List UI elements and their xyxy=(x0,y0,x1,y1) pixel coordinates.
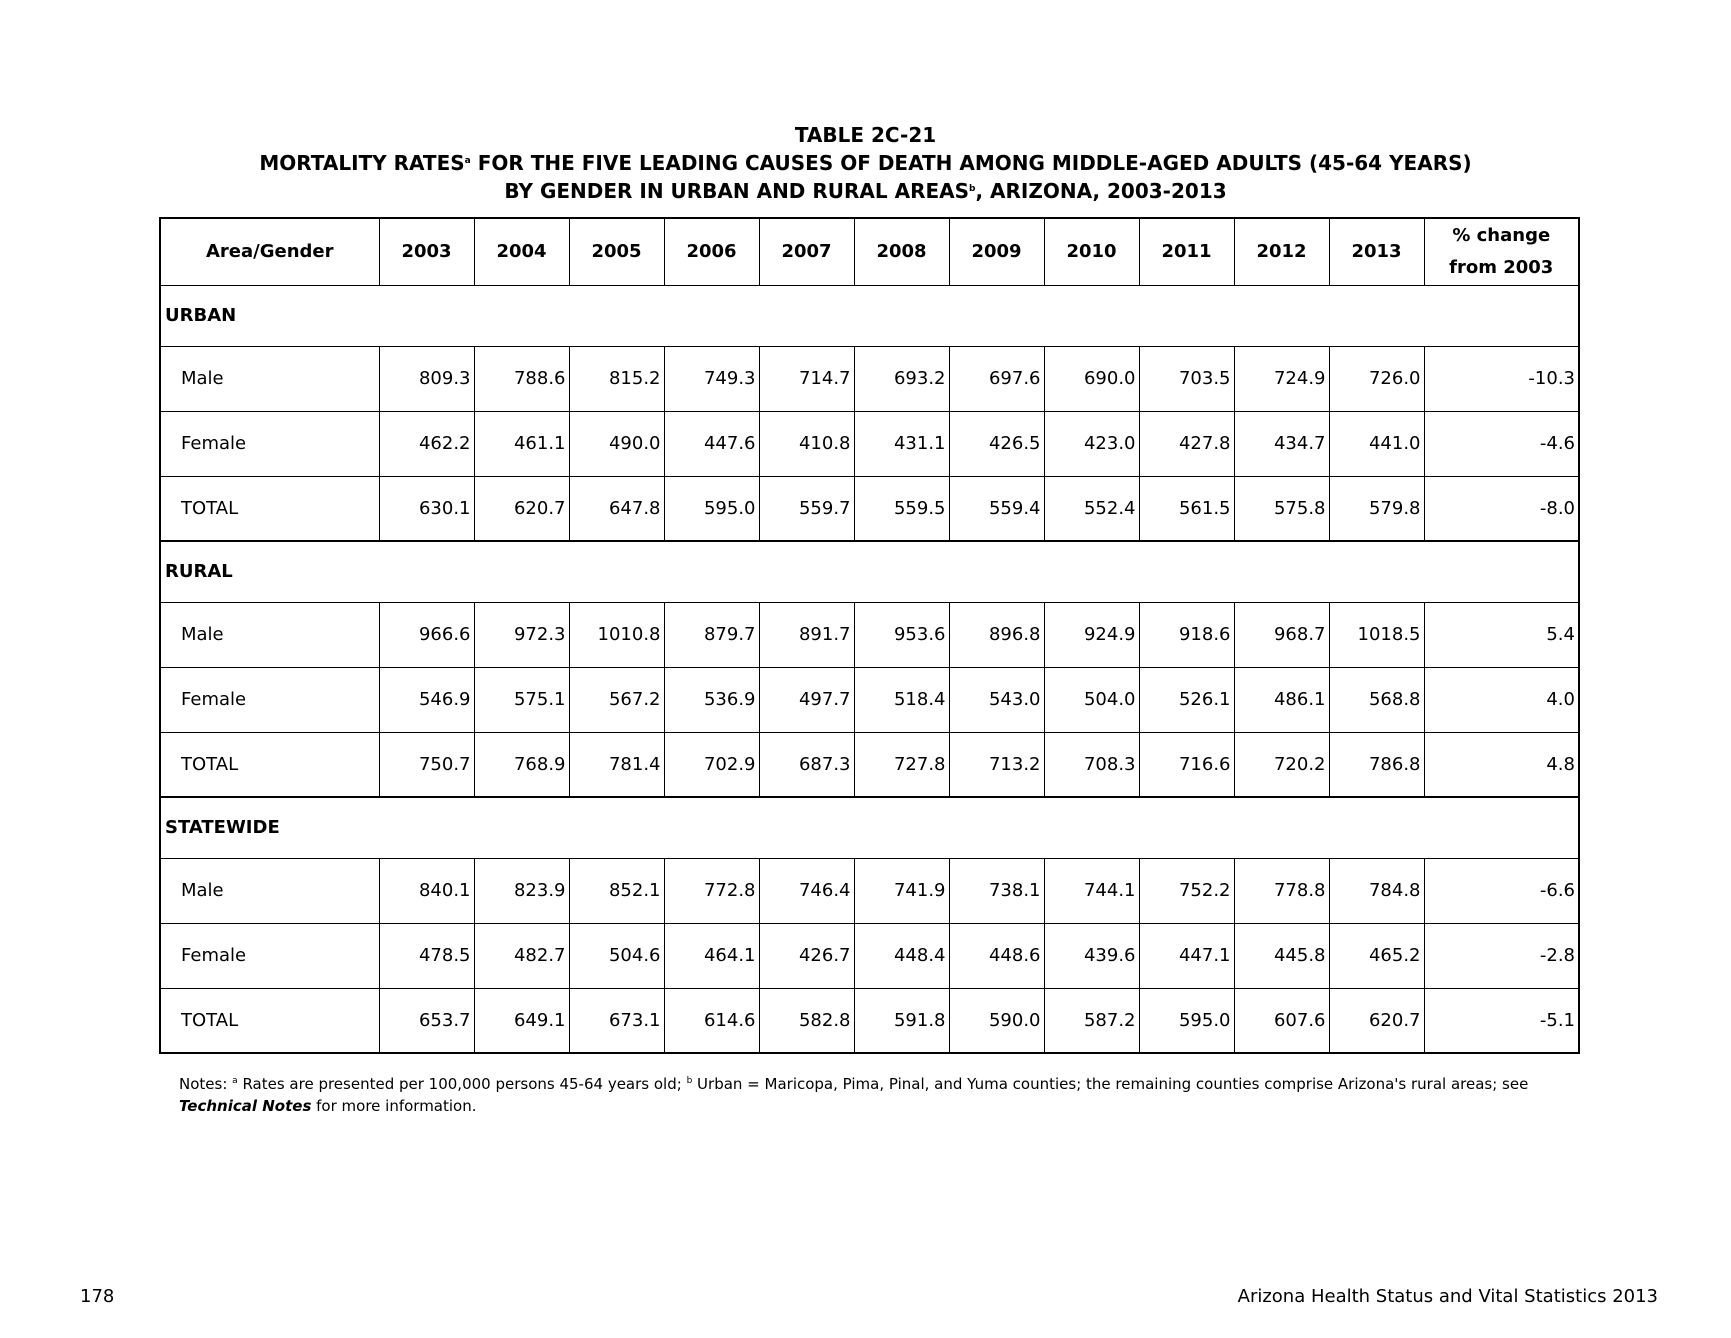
table-row xyxy=(160,411,1579,476)
row-label: Female xyxy=(160,667,379,732)
rate-cell: 482.7 xyxy=(474,923,569,988)
rate-cell: 595.0 xyxy=(1139,988,1234,1053)
rate-cell: 772.8 xyxy=(664,858,759,923)
rate-cell: 423.0 xyxy=(1044,411,1139,476)
rate-cell: 891.7 xyxy=(759,602,854,667)
table-row xyxy=(160,476,1579,541)
notes-marker-b: b xyxy=(686,1076,693,1086)
rate-cell: 620.7 xyxy=(474,476,569,541)
row-label: Female xyxy=(160,923,379,988)
section-row xyxy=(160,285,1579,346)
rate-cell: 966.6 xyxy=(379,602,474,667)
row-label: Male xyxy=(160,858,379,923)
rate-cell: 591.8 xyxy=(854,988,949,1053)
publication-footer: Arizona Health Status and Vital Statistics 2013 xyxy=(1237,1286,1658,1307)
rate-cell: 559.5 xyxy=(854,476,949,541)
rate-cell: 708.3 xyxy=(1044,732,1139,797)
rate-cell: 439.6 xyxy=(1044,923,1139,988)
rate-cell: 924.9 xyxy=(1044,602,1139,667)
section-heading: STATEWIDE xyxy=(160,797,1579,858)
table-title-line-1: MORTALITY RATES$^a$ FOR THE FIVE LEADING CAUSES OF DEATH AMONG MIDDLE-AGED ADULTS (45-64 YEARS) xyxy=(259,151,1472,175)
rate-cell: 738.1 xyxy=(949,858,1044,923)
percent-change-cell: 5.4 xyxy=(1424,602,1579,667)
rate-cell: 427.8 xyxy=(1139,411,1234,476)
rate-cell: 815.2 xyxy=(569,346,664,411)
rate-cell: 504.6 xyxy=(569,923,664,988)
rate-cell: 497.7 xyxy=(759,667,854,732)
rate-cell: 630.1 xyxy=(379,476,474,541)
header-year: 2010 xyxy=(1044,218,1139,285)
rate-cell: 448.6 xyxy=(949,923,1044,988)
rate-cell: 1018.5 xyxy=(1329,602,1424,667)
rate-cell: 687.3 xyxy=(759,732,854,797)
rate-cell: 716.6 xyxy=(1139,732,1234,797)
rate-cell: 504.0 xyxy=(1044,667,1139,732)
rate-cell: 647.8 xyxy=(569,476,664,541)
rate-cell: 852.1 xyxy=(569,858,664,923)
rate-cell: 750.7 xyxy=(379,732,474,797)
mortality-rates-table xyxy=(159,217,1580,1054)
rate-cell: 536.9 xyxy=(664,667,759,732)
rate-cell: 518.4 xyxy=(854,667,949,732)
header-year: 2011 xyxy=(1139,218,1234,285)
rate-cell: 575.1 xyxy=(474,667,569,732)
rate-cell: 968.7 xyxy=(1234,602,1329,667)
rate-cell: 768.9 xyxy=(474,732,569,797)
rate-cell: 614.6 xyxy=(664,988,759,1053)
row-label: TOTAL xyxy=(160,476,379,541)
rate-cell: 752.2 xyxy=(1139,858,1234,923)
rate-cell: 464.1 xyxy=(664,923,759,988)
rate-cell: 490.0 xyxy=(569,411,664,476)
rate-cell: 465.2 xyxy=(1329,923,1424,988)
section-row xyxy=(160,797,1579,858)
row-label: TOTAL xyxy=(160,732,379,797)
rate-cell: 462.2 xyxy=(379,411,474,476)
rate-cell: 426.7 xyxy=(759,923,854,988)
page-number: 178 xyxy=(80,1286,115,1307)
header-year: 2006 xyxy=(664,218,759,285)
header-year: 2003 xyxy=(379,218,474,285)
rate-cell: 410.8 xyxy=(759,411,854,476)
rate-cell: 620.7 xyxy=(1329,988,1424,1053)
table-row xyxy=(160,602,1579,667)
percent-change-cell: -10.3 xyxy=(1424,346,1579,411)
rate-cell: 587.2 xyxy=(1044,988,1139,1053)
rate-cell: 823.9 xyxy=(474,858,569,923)
technical-notes-reference: Technical Notes xyxy=(179,1097,312,1115)
rate-cell: 607.6 xyxy=(1234,988,1329,1053)
table-row xyxy=(160,858,1579,923)
rate-cell: 579.8 xyxy=(1329,476,1424,541)
header-row xyxy=(160,218,1579,285)
rate-cell: 741.9 xyxy=(854,858,949,923)
header-year: 2007 xyxy=(759,218,854,285)
percent-change-cell: -8.0 xyxy=(1424,476,1579,541)
rate-cell: 441.0 xyxy=(1329,411,1424,476)
rate-cell: 693.2 xyxy=(854,346,949,411)
rate-cell: 840.1 xyxy=(379,858,474,923)
rate-cell: 445.8 xyxy=(1234,923,1329,988)
section-heading: RURAL xyxy=(160,541,1579,602)
section-heading: URBAN xyxy=(160,285,1579,346)
rate-cell: 702.9 xyxy=(664,732,759,797)
rate-cell: 575.8 xyxy=(1234,476,1329,541)
rate-cell: 972.3 xyxy=(474,602,569,667)
rate-cell: 486.1 xyxy=(1234,667,1329,732)
percent-change-cell: -2.8 xyxy=(1424,923,1579,988)
rate-cell: 546.9 xyxy=(379,667,474,732)
rate-cell: 713.2 xyxy=(949,732,1044,797)
table-row xyxy=(160,346,1579,411)
percent-change-cell: -6.6 xyxy=(1424,858,1579,923)
rate-cell: 526.1 xyxy=(1139,667,1234,732)
percent-change-cell: -5.1 xyxy=(1424,988,1579,1053)
rate-cell: 918.6 xyxy=(1139,602,1234,667)
header-year: 2008 xyxy=(854,218,949,285)
rate-cell: 726.0 xyxy=(1329,346,1424,411)
rate-cell: 595.0 xyxy=(664,476,759,541)
rate-cell: 703.5 xyxy=(1139,346,1234,411)
rate-cell: 781.4 xyxy=(569,732,664,797)
rate-cell: 879.7 xyxy=(664,602,759,667)
rate-cell: 809.3 xyxy=(379,346,474,411)
table-number: TABLE 2C-21 xyxy=(794,123,937,147)
rate-cell: 478.5 xyxy=(379,923,474,988)
rate-cell: 653.7 xyxy=(379,988,474,1053)
table-title-line-2: BY GENDER IN URBAN AND RURAL AREAS$^b$, ARIZONA, 2003-2013 xyxy=(504,179,1227,203)
footnote-marker-a: a xyxy=(464,156,471,166)
table-row xyxy=(160,732,1579,797)
rate-cell: 690.0 xyxy=(1044,346,1139,411)
row-label: Male xyxy=(160,346,379,411)
rate-cell: 749.3 xyxy=(664,346,759,411)
header-area-gender: Area/Gender xyxy=(160,218,379,285)
rate-cell: 448.4 xyxy=(854,923,949,988)
header-year: 2005 xyxy=(569,218,664,285)
rate-cell: 559.4 xyxy=(949,476,1044,541)
rate-cell: 567.2 xyxy=(569,667,664,732)
rate-cell: 784.8 xyxy=(1329,858,1424,923)
rate-cell: 559.7 xyxy=(759,476,854,541)
rate-cell: 744.1 xyxy=(1044,858,1139,923)
rate-cell: 786.8 xyxy=(1329,732,1424,797)
rate-cell: 778.8 xyxy=(1234,858,1329,923)
rate-cell: 714.7 xyxy=(759,346,854,411)
table-row xyxy=(160,667,1579,732)
rate-cell: 953.6 xyxy=(854,602,949,667)
rate-cell: 543.0 xyxy=(949,667,1044,732)
header-year: 2012 xyxy=(1234,218,1329,285)
percent-change-cell: 4.8 xyxy=(1424,732,1579,797)
percent-change-cell: 4.0 xyxy=(1424,667,1579,732)
rate-cell: 720.2 xyxy=(1234,732,1329,797)
rate-cell: 461.1 xyxy=(474,411,569,476)
footnote-marker-b: b xyxy=(969,184,976,194)
header-year: 2013 xyxy=(1329,218,1424,285)
percent-change-cell: -4.6 xyxy=(1424,411,1579,476)
notes-marker-a: a xyxy=(232,1076,238,1086)
table-notes: Notes: $^a$ Rates are presented per 100,000 persons 45-64 years old; $^b$ Urban = Maricopa, Pima, Pinal, and Yuma counties; the remaining counties comprise Arizona's rural areas; see Technical Notes for more information. xyxy=(179,1075,1529,1115)
rate-cell: 896.8 xyxy=(949,602,1044,667)
header-year: 2009 xyxy=(949,218,1044,285)
rate-cell: 590.0 xyxy=(949,988,1044,1053)
rate-cell: 673.1 xyxy=(569,988,664,1053)
rate-cell: 447.6 xyxy=(664,411,759,476)
rate-cell: 697.6 xyxy=(949,346,1044,411)
rate-cell: 727.8 xyxy=(854,732,949,797)
row-label: Female xyxy=(160,411,379,476)
rate-cell: 568.8 xyxy=(1329,667,1424,732)
table-row xyxy=(160,988,1579,1053)
rate-cell: 1010.8 xyxy=(569,602,664,667)
table-row xyxy=(160,923,1579,988)
row-label: TOTAL xyxy=(160,988,379,1053)
rate-cell: 724.9 xyxy=(1234,346,1329,411)
row-label: Male xyxy=(160,602,379,667)
rate-cell: 746.4 xyxy=(759,858,854,923)
rate-cell: 582.8 xyxy=(759,988,854,1053)
header-percent-change: % change from 2003 xyxy=(1424,218,1579,285)
rate-cell: 561.5 xyxy=(1139,476,1234,541)
header-year: 2004 xyxy=(474,218,569,285)
rate-cell: 426.5 xyxy=(949,411,1044,476)
rate-cell: 649.1 xyxy=(474,988,569,1053)
rate-cell: 434.7 xyxy=(1234,411,1329,476)
rate-cell: 431.1 xyxy=(854,411,949,476)
rate-cell: 447.1 xyxy=(1139,923,1234,988)
rate-cell: 552.4 xyxy=(1044,476,1139,541)
rate-cell: 788.6 xyxy=(474,346,569,411)
section-row xyxy=(160,541,1579,602)
